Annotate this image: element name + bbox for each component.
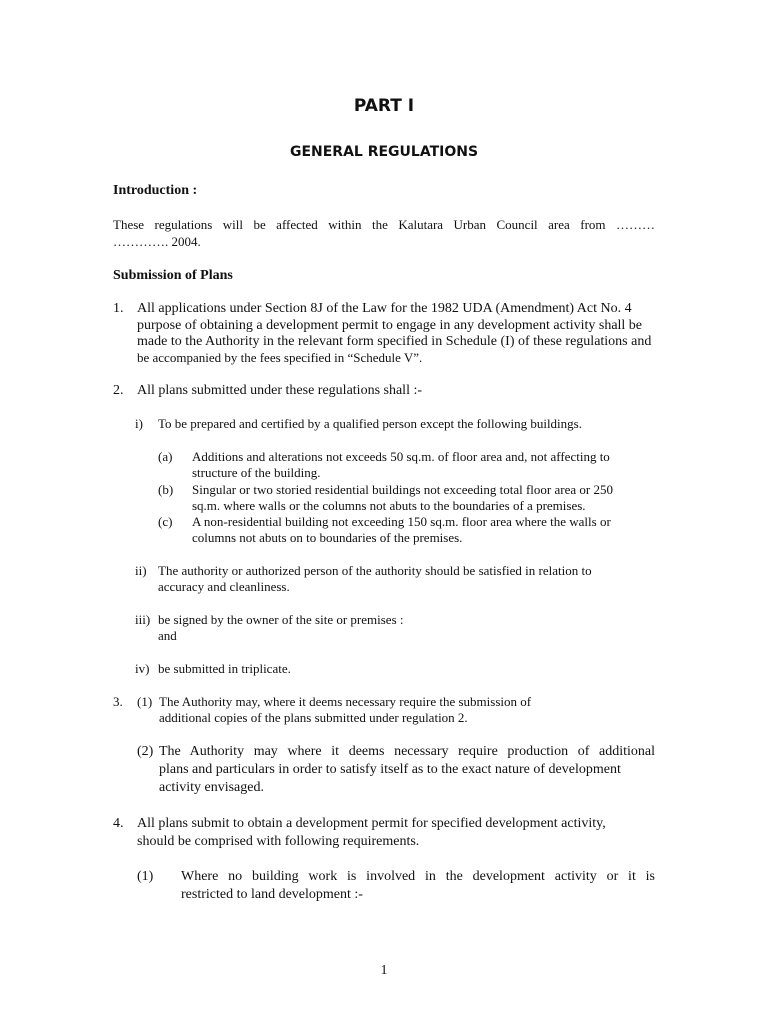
item-2-iii-line: and bbox=[158, 628, 177, 643]
item-4-line: should be comprised with following requirements. bbox=[137, 834, 420, 849]
item-2-a-number: (a) bbox=[158, 449, 173, 464]
introduction-line-2: …………. 2004. bbox=[113, 234, 201, 249]
item-2-i-number: i) bbox=[135, 416, 143, 431]
section-title: GENERAL REGULATIONS bbox=[289, 144, 479, 160]
item-2-b-line: sq.m. where walls or the columns not abuts to the boundaries of a premises. bbox=[192, 498, 586, 513]
introduction-line-1: These regulations will be affected within the Kalutara Urban Council area from ……… bbox=[113, 217, 655, 232]
item-1-line: purpose of obtaining a development permit to engage in any development activity shall be bbox=[137, 318, 643, 333]
item-2-iii-line: be signed by the owner of the site or premises : bbox=[158, 612, 404, 627]
item-4-line: All plans submit to obtain a development permit for specified development activity, bbox=[137, 816, 606, 831]
item-2-c-line: columns not abuts on to boundaries of the premises. bbox=[192, 530, 463, 545]
item-2-b-number: (b) bbox=[158, 482, 174, 497]
item-2-b-line: Singular or two storied residential buildings not exceeding total floor area or 250 bbox=[192, 482, 613, 497]
item-2-a-line: structure of the building. bbox=[192, 465, 321, 480]
item-1-line: made to the Authority in the relevant form specified in Schedule (I) of these regulations and bbox=[137, 334, 652, 349]
item-3-2-number: (2) bbox=[137, 744, 154, 759]
item-2-iv-text: be submitted in triplicate. bbox=[158, 661, 291, 676]
item-2-a-line: Additions and alterations not exceeds 50 sq.m. of floor area and, not affecting to bbox=[192, 449, 610, 464]
item-2-iv-number: iv) bbox=[135, 661, 150, 676]
item-2-c-line: A non-residential building not exceeding 150 sq.m. floor area where the walls or bbox=[192, 514, 611, 529]
item-3-1-line: The Authority may, where it deems necessary require the submission of bbox=[159, 694, 532, 709]
item-2-i-text: To be prepared and certified by a qualified person except the following buildings. bbox=[158, 416, 582, 431]
item-3-2-line: The Authority may where it deems necessary require production of additional bbox=[159, 744, 655, 759]
item-2-ii-line: accuracy and cleanliness. bbox=[158, 579, 290, 594]
item-2-text: All plans submitted under these regulations shall :- bbox=[137, 383, 423, 398]
item-4-1-line: restricted to land development :- bbox=[181, 887, 363, 902]
item-1-line: be accompanied by the fees specified in “Schedule V”. bbox=[137, 350, 423, 365]
item-1-number: 1. bbox=[113, 301, 124, 316]
item-3-1-line: additional copies of the plans submitted under regulation 2. bbox=[159, 710, 468, 725]
item-4-1-line: Where no building work is involved in the development activity or it is bbox=[181, 869, 655, 884]
page-number: 1 bbox=[380, 963, 388, 978]
item-3-1-number: (1) bbox=[137, 694, 153, 709]
introduction-heading: Introduction : bbox=[113, 183, 198, 198]
item-4-1-number: (1) bbox=[137, 869, 154, 884]
item-2-ii-number: ii) bbox=[135, 563, 147, 578]
item-2-iii-number: iii) bbox=[135, 612, 151, 627]
item-2-number: 2. bbox=[113, 383, 124, 398]
item-3-2-line: plans and particulars in order to satisfy itself as to the exact nature of development bbox=[159, 762, 621, 777]
item-3-2-line: activity envisaged. bbox=[159, 780, 264, 795]
item-2-c-number: (c) bbox=[158, 514, 173, 529]
item-4-number: 4. bbox=[113, 816, 124, 831]
item-1-line: All applications under Section 8J of the Law for the 1982 UDA (Amendment) Act No. 4 bbox=[137, 301, 632, 316]
item-3-number: 3. bbox=[113, 694, 123, 709]
item-2-ii-line: The authority or authorized person of the authority should be satisfied in relation to bbox=[158, 563, 592, 578]
submission-heading: Submission of Plans bbox=[113, 268, 233, 283]
part-title: PART I bbox=[353, 96, 415, 116]
